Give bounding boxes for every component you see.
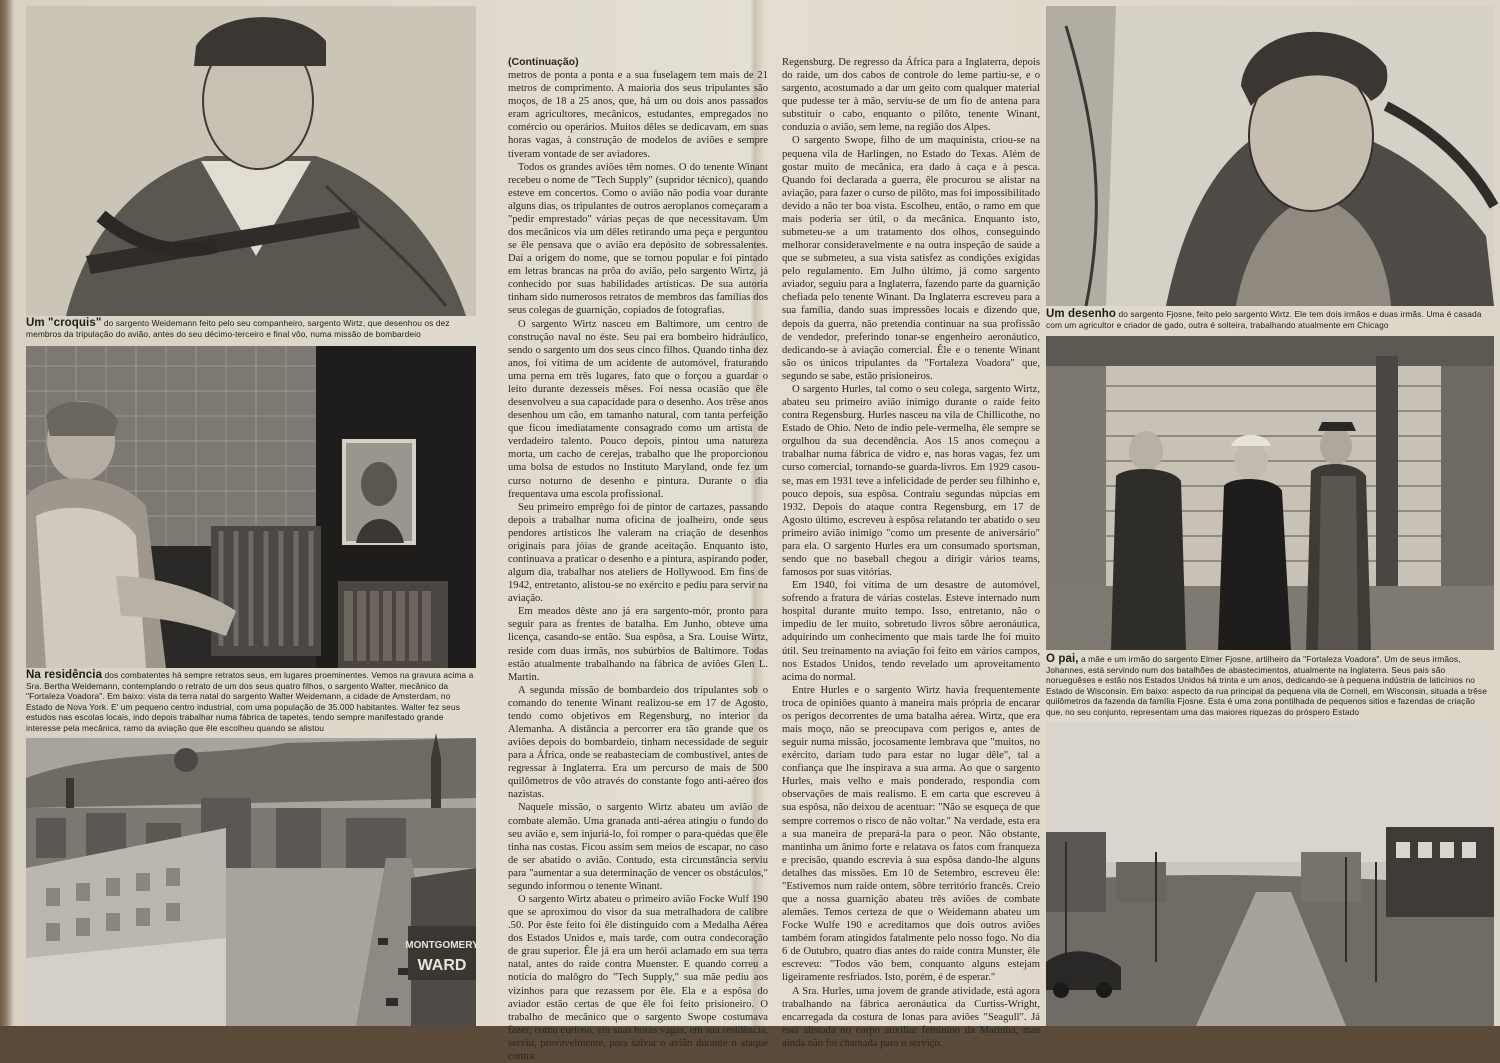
photo-cornell-street: [1046, 722, 1494, 1026]
caption-lead: O pai,: [1046, 653, 1079, 665]
continuation-heading: (Continuação): [508, 56, 579, 68]
paragraph: O sargento Swope, filho de um maquinista, criou-se na pequena vila de Harlingen, no Estado do Texas. Além de gostar muito de mecânica, era dado à caça e à pesca. Quando foi declarada a guerra, êle procurou se alistar na aviação, para fazer o curso de pilôto, mas foi impossibilitado devido a não ter boa vista. Escolheu, então, o ramo em que mais poderia ser útil, o da mecânica. Enquanto isto, submeteu-se a um tratamento dos olhos, conseguindo melhorar consideravelmente e na outra inspeção de saúde a que se submeteu, a sua vista satisfez as condições exigidas pelo regulamento. Em Julho último, já como sargento aviador, seguiu para a Inglaterra, fazendo parte da guarnição chefiada pelo tenente Winant. Da Inglaterra escreveu para a sua família, dando suas impressões locais e dizendo que, depois da guerra, não pretendia continuar na sua profissão de vendedor, preferindo tonar-se engenheiro aeronáutico, dedicando-se à aviação comercial. Êle e o tenente Winant são os únicos tripulantes da "Fortaleza Voadora" que, segundo se sabe, estão prisioneiros.: [782, 135, 1040, 382]
caption-lead: Um "croquis": [26, 317, 102, 329]
caption-fjosne-family: [1046, 654, 1494, 718]
paragraph: Regensburg. De regresso da África para a Inglaterra, depois do raide, um dos cabos de controle do leme partiu-se, e o sargento, acostumado a dar um geito com qualquer material que pudesse ter à mão, serviu-se de um fio de antena para substituir o cabo, enquanto o pilôto, tenente Winant, conduzia o avião, sem leme, na região dos Alpes.: [782, 57, 1040, 134]
caption-lead: Um desenho: [1046, 308, 1117, 320]
paragraph: O sargento Hurles, tal como o seu colega, sargento Wirtz, abateu seu primeiro avião inimigo durante o raide feito contra Regensburg. Hurles nasceu na vila de Chillicothe, no Estado de Ohio. Neto de índio pele-vermelha, êle sempre se orgulhou da sua decendência. Aos 15 anos começou a trabalhar numa fábrica de vidro e, nas horas vagas, fez um curso comercial, tornando-se guarda-livros. Em 1929 casou-se, mas em 1931 teve a infelicidade de perder seu filhinho e, pouco depois, sua espôsa. Contraiu segundas núpcias em 1932. Depois do ataque contra Regensburg, em 17 de Agosto último, escreveu à espôsa relatando ter abatido o seu primeiro avião inimigo "como um presente de aniversário" para ela. O sargento Hurles era um consumado sportsman, sendo que no baseball chegou a dirigir vários teams, famosos por suas vitórias.: [782, 383, 1040, 579]
caption-text: a mãe e um irmão do sargento Elmer Fjosne, artilheiro da "Fortaleza Voadora". Um de seus irmãos, Johannes, está servindo num dos batalhões de abastecimentos, atualmente na Inglaterra. Seus pais são norueguêses e estão nos Estados Unidos há trinta e um anos, dedicando-se à pequena indústria de laticínios no Estado de Wisconsin. Em baixo: aspecto da rua principal da pequena vila de Cornell, em Wisconsin, situada a trêse quilômetros da fazenda da família Fjosne. Esta é uma zona pontilhada de pequenos sitios e fazendas de criação que, no seu conjunto, representam uma das maiores riquezas do próspero Estado: [1046, 654, 1487, 717]
photo-mrs-weidemann: [26, 346, 476, 668]
paragraph: metros de ponta a ponta e a sua fuselagem tem mais de 21 metros de comprimento. A maioria dos seus tripulantes são moços, de 18 a 25 anos, que, há um ou dois anos passados eram agricultores, mecânicos, estudantes, empregados no comércio ou operários. Muitos dêles se dedicavam, em suas horas vagas, à construção de modelos de aviões e sempre tiveram vontade de ser aviadores.: [508, 70, 768, 160]
paragraph: Em meados dêste ano já era sargento-mór, pronto para seguir para as frentes de batalha. Em Junho, obteve uma licença, casando-se então. Sua espôsa, a Sra. Louise Wirtz, reside com duas irmãs, nos subúrbios de Baltimore. Todas estão atualmente trabalhando na fábrica de aviões Glen L. Martin.: [508, 606, 768, 683]
paragraph: A Sra. Hurles, uma jovem de grande atividade, está agora trabalhando na fábrica aeronáutica da Curtiss-Wright, encarregada da costura de lonas para aviões "Seagull". Já está alistada no corpo auxiliar feminino da Marinha, mas ainda não foi chamada para o serviço.: [782, 985, 1040, 1049]
paragraph: A segunda missão de bombardeio dos tripulantes sob o comando do tenente Winant realizou-se em 17 de Agosto, tendo como objetivos em Regensburg, no interior da Alemanha. A distância a percorrer era tão grande que os aviões depois do bombardeio, tinham necessidade de seguir para a África, onde se reabasteciam de combustível, antes de regressar à Inglaterra. Era um percurso de mais de 500 quilômetros de vôo através do constante fogo anti-aéreo dos nazistas.: [508, 684, 768, 801]
caption-text: do sargento Fjosne, feito pelo sargento Wirtz. Ele tem dois irmãos e duas irmãs. Uma é casada com um agricultor e criador de gado, outra é solteira, trabalhando atualmente em Chicago: [1046, 309, 1482, 330]
caption-text: do sargento Weidemann feito pelo seu companheiro, sargento Wirtz, que desenhou os dez membros da tripulação do avião, antes do seu décimo-terceiro e final vôo, numa missão de bombardeio: [26, 318, 450, 339]
paragraph: Todos os grandes aviões têm nomes. O do tenente Winant recebeu o nome de "Tech Supply" (supridor técnico), quando esteve em concertos. Como o avião não podia voar durante alguns dias, os tripulantes de outros aeroplanos começaram a "pedir emprestado" várias peças de que necessitavam. Um dos mecânicos via um dêles retirando uma peça e perguntou se êle pensava que o avião era depósito de sobressalentes. Daí a origem do nome, que se tornou popular e foi pintado em letras brancas na prôa do avião, pelo sargento Wirtz, já conhecido por suas habilidades artísticas. De sua autoria tinham sido numerosos retratos de membros das famílias dos seus colegas de guarnição, copiados de fotografias.: [508, 161, 768, 317]
paragraph: Em 1940, foi vítima de um desastre de automóvel, sofrendo a fratura de várias costelas. Esteve internado num hospital durante muito tempo. Isso, entretanto, não o impediu de ler muito, sobretudo livros sôbre aeronáutica, adquirindo um conhecimento que mais tarde lhe foi muito útil. Seu treinamento na aviação foi feito em vários campos, nos Estados Unidos, tendo revelado um aproveitamento acima do normal.: [782, 580, 1040, 683]
caption-mrs-weidemann: [26, 670, 476, 734]
sketch-photo-fjosne: [1046, 6, 1494, 306]
caption-sketch-weidemann: [26, 318, 476, 339]
caption-lead: Na residência: [26, 669, 103, 681]
paragraph: Entre Hurles e o sargento Wirtz havia frequentemente troca de opiniões quanto à maneira mais própria de encarar os perigos decorrentes de uma batalha aérea. Wirtz, que era mais moço, não se preocupava com perigos e, antes de seguir numa missão, jocosamente lembrava que "muitos, no exército, dariam tudo para estar no lugar dêle", tal a confiança que lhe inspirava a sua arma. Ao que o sargento Hurles, mais velho e mais ponderado, respondia com observações de mais realismo. E em carta que escreveu à sua espôsa, não deixou de acentuar: "Não se esqueça de que sempre corremos o risco de não voltar." Na verdade, esta era a sua maneira de prepará-la para o peor. Não obstante, mantinha um ânimo forte e relatava os fatos com franqueza e precisão, quando escrevia à sua espôsa dando-lhe alguns detalhes das missões. Em 10 de Setembro, escreveu êle: "Estivemos num raide ontem, sôbre território francês. Creio que a nossa guarnição abateu três aviões de combate alemães. Temos certeza de que o Weidemann abateu um Focke Wulfe 190 e acreditamos que dois outros aviões também foram atingidos fatalmente pelo nosso fogo. No dia 6 de Outubro, quatro dias antes do raide contra Munster, êle escreveu: "Todos vão bem, conquanto alguns estejam ligeiramente resfriados. Isto, porém, é de esperar.": [782, 684, 1040, 984]
store-sign-line2: WARD: [417, 957, 467, 974]
caption-sketch-fjosne: [1046, 309, 1494, 330]
article-column-2: [782, 56, 1040, 1049]
paragraph: O sargento Wirtz nasceu em Baltimore, um centro de construção naval no éste. Seu pai era bombeiro hidráulico, sendo o sargento um dos seus cinco filhos. Quando tinha dez anos, foi vítima de um acidente de automóvel, fraturando uma perna em três lugares, fato que o forçou a guardar o leito durante dezesseis mêses. Foi nessa ocasião que êle desenvolveu a sua capacidade para o desenho. Aos trêse anos desenhou um cão, em tamanho natural, com tanta perfeição que ficou imediatamente consagrado como um artista de verdadeiro talento. Pouco depois, pintou uma natureza morta, um cacho de cerejas, trabalho que lhe proporcionou uma bolsa de estudos no Instituto Maryland, onde fez um curso noturno de desenho e pintura. Durante o dia frequentava uma escola profissional.: [508, 318, 768, 500]
store-sign-line1: MONTGOMERY: [405, 940, 479, 951]
paragraph: Naquele missão, o sargento Wirtz abateu um avião de combate alemão. Uma granada anti-aérea atingiu o fundo do seu avião e, sem injuriá-lo, foi romper o para-quédas que êle tinha nas costas. Ficou assim sem meios de escapar, no caso de ser abatido o avião. Contudo, esta circunstância serviu para "aumentar a sua determinação de vencer os obstáculos," segundo informou o tenente Winant.: [508, 802, 768, 892]
paragraph: O sargento Wirtz abateu o primeiro avião Focke Wulf 190 que se aproximou do visor da sua metralhadora de calibre .50. Por êste feito foi êle distinguido com a Medalha Aérea dos Estados Unidos e, mais tarde, com outra condecoração de grau superior. Êle já era um herói aclamado em sua terra natal, antes do raide contra Muenster. E quando correu a notícia do malôgro do "Tech Supply," sua mãe pediu aos vizinhos para que rezassem por êle. Ela e a espôsa do aviador estão certas de que êle foi feito prisioneiro. O trabalho de mecânico que o sargento Swope costumava fazer, como curioso, em suas horas vagas, em sua residência, serviu, provavelmente, para salvar o avião durante o ataque contra: [508, 894, 768, 1062]
paragraph: Seu primeiro emprêgo foi de pintor de cartazes, passando depois a trabalhar numa oficina de joalheiro, onde seus pendores artísticos lhe valeram na criação de desenhos originais para jóias de grande aceitação. Enquanto isto, continuava a praticar o desenho e a pintura, aspirando poder, algum dia, trabalhar nos ateliers de Hollywood. Em fins de 1942, entretanto, alistou-se no exército e pediu para servir na aviação.: [508, 501, 768, 605]
sketch-photo-weidemann: [26, 6, 476, 316]
photo-amsterdam-street: [26, 738, 479, 1026]
photo-fjosne-family: [1046, 336, 1494, 650]
caption-text: dos combatentes há sempre retratos seus, em lugares proeminentes. Vemos na gravura acima a Sra. Bertha Weidemann, contemplando o retrato de um dos seus quatro filhos, o sargento Walter, mecânico da "Fortaleza Voadora". Em baixo: vista da terra natal do sargento Walter Weidemann, a cidade de Amsterdam, no Estado de Nova York. E' um pequeno centro industrial, com uma população de 35.000 habitantes. Walter fez seus estudos nas escolas locais, indo depois trabalhar numa fábrica de tapetes, tendo sempre manifestado grande interesse pela mecânica, ramo da aviação que êle escolheu quando se alistou: [26, 670, 474, 733]
article-column-1: [508, 56, 768, 1062]
